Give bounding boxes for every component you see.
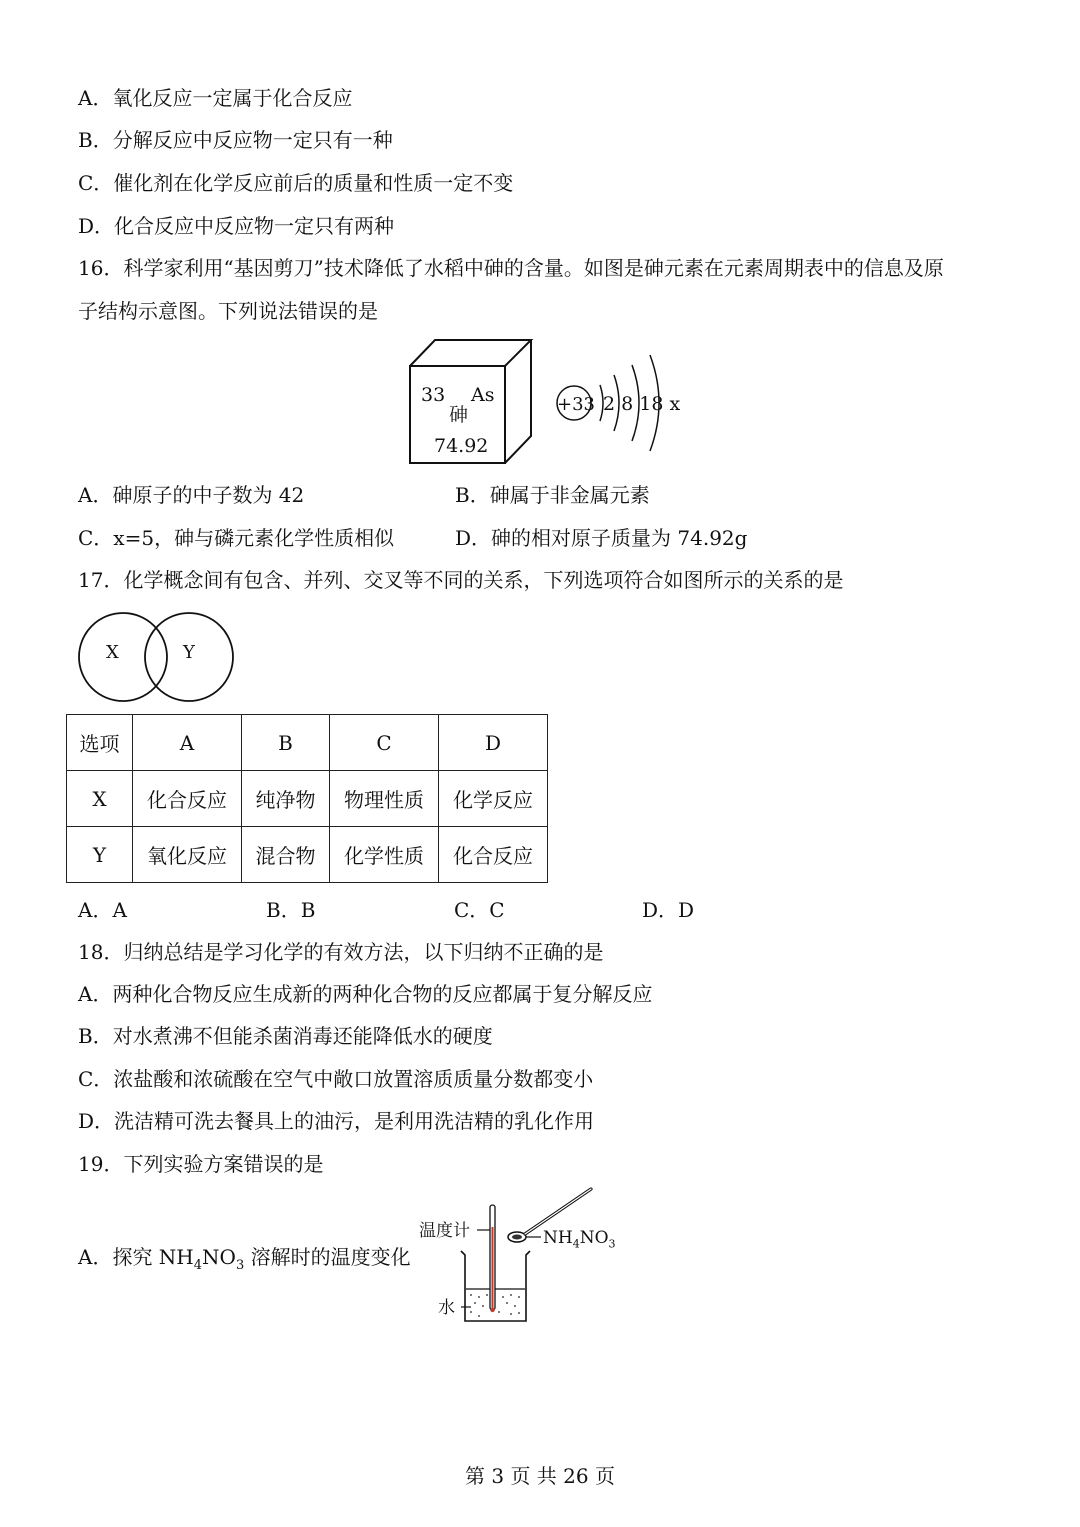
q19-stem: 19．下列实验方案错误的是 [78,1152,324,1176]
table-cell: 化合反应 [439,827,548,883]
venn-label-x: X [106,642,119,663]
q19-option-a: A．探究 $NH_4NO_3$ 溶解时的温度变化 [78,1245,411,1273]
q16-option-a: A．砷原子的中子数为 42 [78,483,305,507]
q15-option-a: A．氧化反应一定属于化合反应 [78,86,353,110]
q16-stem-line2: 子结构示意图。下列说法错误的是 [78,299,378,323]
q16-option-b: B．砷属于非金属元素 [455,483,650,507]
table-cell: X [67,771,133,827]
q15-option-c: C．催化剂在化学反应前后的质量和性质一定不变 [78,171,514,195]
table-cell: 混合物 [242,827,330,883]
electron-shells: 2 8 18 x [603,393,681,415]
table-header-cell: B [242,715,330,771]
q17-option-c: C．C [454,898,505,922]
table-cell: 氧化反应 [133,827,242,883]
table-cell: 化合反应 [133,771,242,827]
q18-option-b: B．对水煮沸不但能杀菌消毒还能降低水的硬度 [78,1024,493,1048]
table-cell: 化学反应 [439,771,548,827]
q17-options-table [66,714,548,883]
element-number: 33 [421,384,446,406]
q18-option-d: D．洗洁精可洗去餐具上的油污，是利用洗洁精的乳化作用 [78,1109,595,1133]
q16-option-c: C．x=5，砷与磷元素化学性质相似 [78,526,395,550]
page-footer: 第 3 页 共 26 页 [465,1464,615,1488]
q15-option-b: B．分解反应中反应物一定只有一种 [78,128,393,152]
table-cell: Y [67,827,133,883]
q18-stem: 18．归纳总结是学习化学的有效方法，以下归纳不正确的是 [78,940,604,964]
q17-option-d: D．D [642,898,695,922]
table-row [67,771,548,827]
q17-stem: 17．化学概念间有包含、并列、交叉等不同的关系，下列选项符合如图所示的关系的是 [78,568,844,592]
table-header-cell: D [439,715,548,771]
q16-stem-line1: 16．科学家利用“基因剪刀”技术降低了水稻中砷的含量。如图是砷元素在元素周期表中的信息及原 [78,256,944,280]
thermometer-label: 温度计 [419,1221,470,1241]
table-cell: 物理性质 [330,771,439,827]
water-label: 水 [438,1298,455,1318]
table-header-cell: C [330,715,439,771]
venn-diagram [78,612,240,704]
table-header-cell: 选项 [67,715,133,771]
q18-option-c: C．浓盐酸和浓硫酸在空气中敞口放置溶质质量分数都变小 [78,1067,594,1091]
q16-option-d: D．砷的相对原子质量为 74.92g [455,526,748,550]
nucleus-charge: +33 [557,394,595,415]
table-header-cell: A [133,715,242,771]
table-row [67,715,548,771]
q17-option-a: A．A [78,898,127,922]
table-row [67,827,548,883]
element-name: 砷 [449,404,469,426]
q17-option-b: B．B [266,898,316,922]
element-mass: 74.92 [434,435,489,457]
table-cell: 化学性质 [330,827,439,883]
q18-option-a: A．两种化合物反应生成新的两种化合物的反应都属于复分解反应 [78,982,653,1006]
q15-option-d: D．化合反应中反应物一定只有两种 [78,214,395,238]
reagent-label: $NH_4NO_3$ [543,1228,616,1251]
table-cell: 纯净物 [242,771,330,827]
element-symbol: As [471,384,495,406]
venn-label-y: Y [183,642,195,663]
